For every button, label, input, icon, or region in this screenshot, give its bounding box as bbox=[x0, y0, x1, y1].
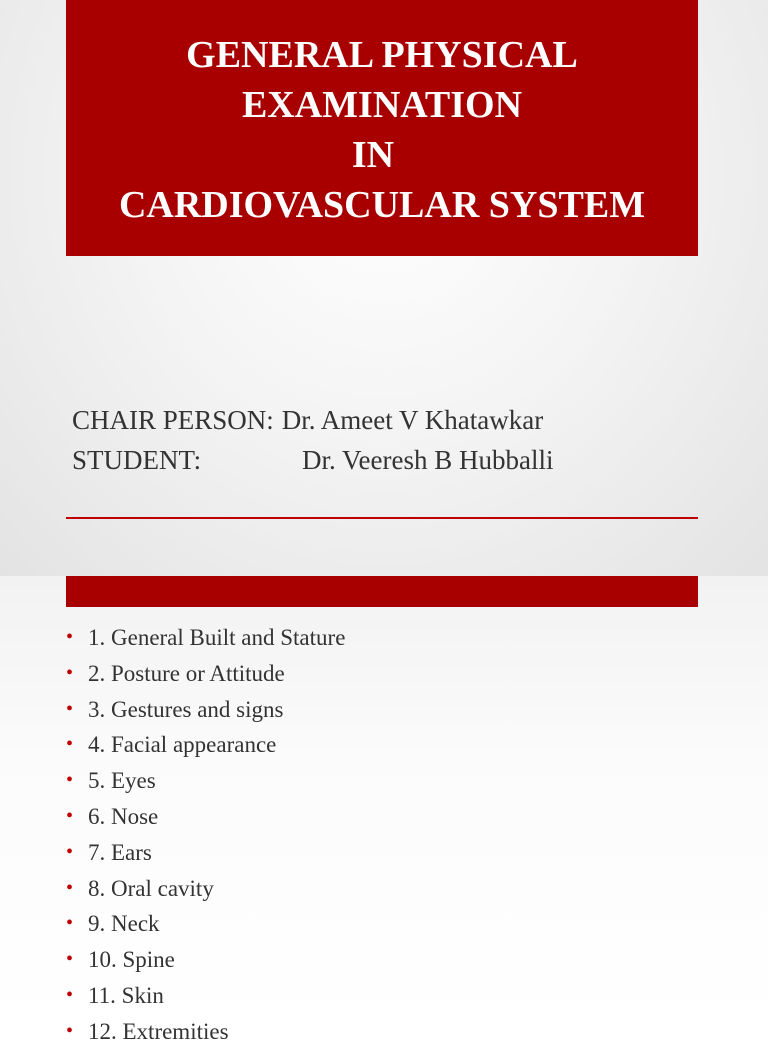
title-line-2: EXAMINATION bbox=[241, 84, 523, 126]
list-item bbox=[66, 656, 345, 692]
bullet-icon: • bbox=[66, 626, 74, 648]
student-label: STUDENT: bbox=[72, 445, 202, 475]
title-line-4: CARDIOVASCULAR SYSTEM bbox=[118, 184, 646, 226]
list-item-text: 2. Posture or Attitude bbox=[88, 660, 285, 686]
list-item bbox=[66, 871, 345, 907]
chair-person-label: CHAIR PERSON: bbox=[72, 405, 274, 435]
bullet-icon: • bbox=[66, 733, 74, 756]
bullet-icon: • bbox=[66, 840, 74, 863]
list-item-text: 11. Skin bbox=[88, 982, 164, 1008]
list-item-text: 12. Extremities bbox=[88, 1018, 229, 1044]
list-item bbox=[66, 799, 345, 835]
red-divider-line bbox=[66, 517, 698, 519]
bullet-icon: • bbox=[66, 769, 74, 792]
list-item-text: 3. Gestures and signs bbox=[88, 696, 284, 722]
title-line-1: GENERAL PHYSICAL bbox=[186, 34, 578, 76]
list-item-text: 5. Eyes bbox=[88, 768, 156, 794]
list-item bbox=[66, 906, 345, 942]
bullet-icon: • bbox=[66, 1019, 74, 1042]
header-bar bbox=[66, 576, 698, 607]
list-item bbox=[66, 942, 345, 978]
bullet-icon: • bbox=[66, 697, 74, 720]
bullet-icon: • bbox=[66, 912, 74, 935]
bullet-icon: • bbox=[66, 661, 74, 684]
title-line-3: IN bbox=[351, 134, 395, 176]
title-banner bbox=[66, 0, 698, 256]
examination-list bbox=[66, 620, 345, 1050]
chair-person-row bbox=[72, 400, 553, 440]
list-item-text: 4. Facial appearance bbox=[88, 732, 277, 758]
chair-person-name: Dr. Ameet V Khatawkar bbox=[281, 405, 544, 435]
list-item-text: 9. Neck bbox=[88, 911, 160, 937]
student-name: Dr. Veeresh B Hubballi bbox=[302, 445, 554, 475]
list-item bbox=[66, 727, 345, 763]
list-item-text: 8. Oral cavity bbox=[88, 875, 214, 901]
list-item bbox=[66, 692, 345, 728]
list-item bbox=[66, 763, 345, 799]
bullet-icon: • bbox=[66, 983, 74, 1006]
list-item-text: 6. Nose bbox=[88, 803, 159, 829]
list-item bbox=[66, 620, 345, 656]
list-item-text: 10. Spine bbox=[88, 947, 175, 973]
list-item-text: 7. Ears bbox=[88, 839, 152, 865]
contents-slide bbox=[0, 576, 768, 1044]
slide-title bbox=[119, 26, 645, 230]
student-row bbox=[72, 440, 553, 480]
list-item bbox=[66, 978, 345, 1014]
bullet-icon: • bbox=[66, 948, 74, 971]
list-item bbox=[66, 835, 345, 871]
list-item bbox=[66, 1014, 345, 1050]
credits-block bbox=[72, 400, 553, 480]
bullet-icon: • bbox=[66, 804, 74, 827]
list-item-text: 1. General Built and Stature bbox=[88, 625, 346, 650]
bullet-icon: • bbox=[66, 876, 74, 899]
